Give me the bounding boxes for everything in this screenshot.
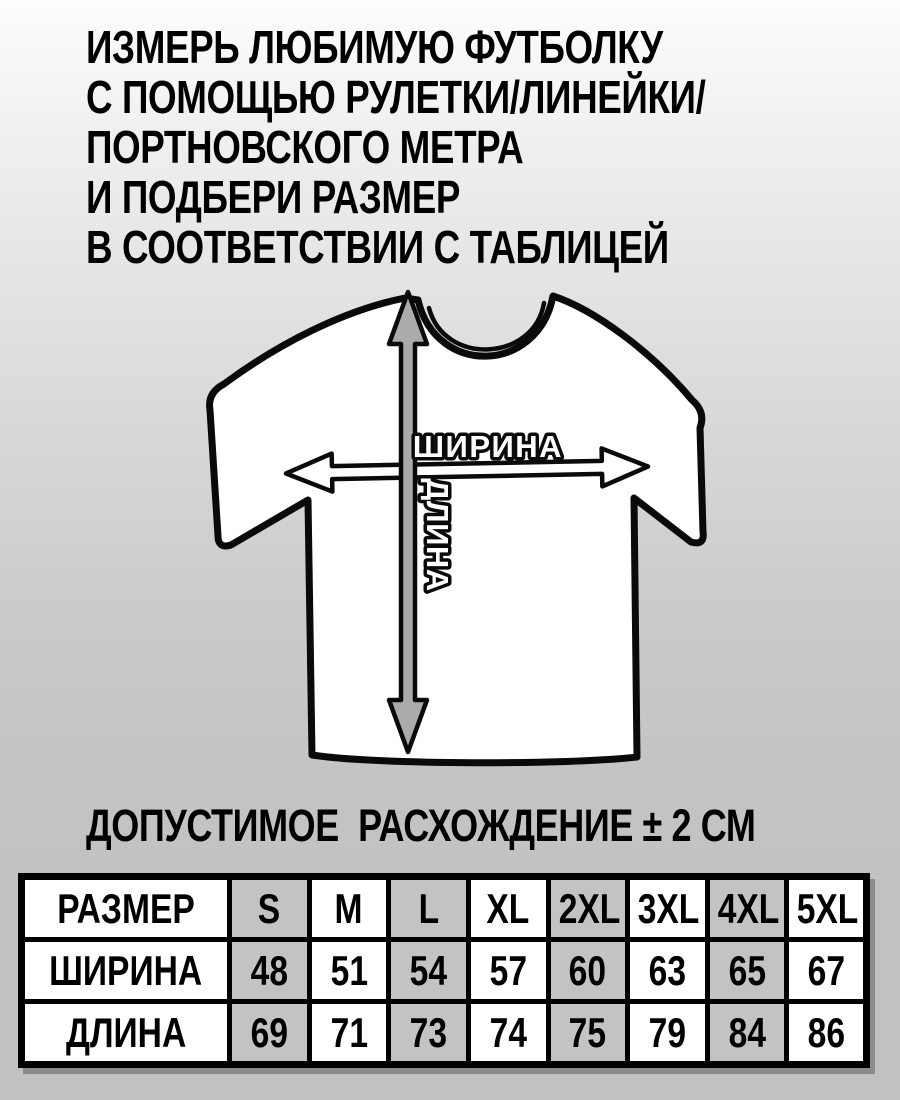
width-row-label <box>22 940 230 1002</box>
row-label-text: ДЛИНА <box>65 1008 187 1056</box>
cell-value-text: 74 <box>489 1008 527 1056</box>
length-value-3xl <box>628 1002 708 1065</box>
cell-value-text: 48 <box>250 946 288 994</box>
size-col-header-text: 2XL <box>558 884 620 932</box>
instruction-line: ИЗМЕРЬ ЛЮБИМУЮ ФУТБОЛКУ <box>86 21 663 73</box>
size-col-header-m <box>309 877 389 940</box>
length-value-m <box>309 1002 389 1065</box>
size-col-header-text: S <box>258 884 281 932</box>
cell-value-text: 71 <box>330 1008 368 1056</box>
width-value-s <box>230 940 310 1002</box>
length-value-4xl <box>707 1002 787 1065</box>
cell-value-text: 84 <box>728 1008 766 1056</box>
width-value-2xl <box>548 940 628 1002</box>
length-value-l <box>389 1002 469 1065</box>
size-col-header-l <box>389 877 469 940</box>
instruction-line: ПОРТНОВСКОГО МЕТРА <box>86 121 524 173</box>
size-table <box>18 873 870 1068</box>
width-row <box>22 940 867 1002</box>
cell-value-text: 79 <box>648 1008 687 1056</box>
size-col-header-2xl <box>548 877 628 940</box>
width-arrow-label: ШИРИНА <box>412 429 564 464</box>
cell-value-text: 51 <box>330 946 368 994</box>
row-label-text: ШИРИНА <box>49 946 203 994</box>
length-arrow-label: ДЛИНА <box>420 478 455 592</box>
cell-value-text: 69 <box>250 1008 288 1056</box>
length-value-5xl <box>787 1002 867 1065</box>
tolerance-note: ДОПУСТИМОЕ РАСХОЖДЕНИЕ ± 2 СМ <box>86 800 756 851</box>
size-col-header-3xl <box>628 877 708 940</box>
size-col-header-5xl <box>787 877 867 940</box>
width-value-4xl <box>707 940 787 1002</box>
cell-value-text: 75 <box>569 1008 607 1056</box>
instruction-line: И ПОДБЕРИ РАЗМЕР <box>86 171 460 223</box>
width-value-l <box>389 940 469 1002</box>
length-row <box>22 1002 867 1065</box>
size-col-header-text: 4XL <box>717 884 780 932</box>
size-col-header-text: L <box>418 884 439 932</box>
cell-value-text: 65 <box>728 946 766 994</box>
size-table-header-row <box>22 877 867 940</box>
width-value-xl <box>468 940 548 1002</box>
cell-value-text: 73 <box>409 1008 448 1056</box>
cell-value-text: 57 <box>489 946 527 994</box>
width-value-3xl <box>628 940 708 1002</box>
tshirt-outline-icon <box>210 296 704 763</box>
size-table-corner-label <box>22 877 230 940</box>
tshirt-measurement-diagram <box>140 282 760 782</box>
cell-value-text: 54 <box>409 946 448 994</box>
size-col-header-text: 3XL <box>637 884 700 932</box>
size-col-header-text: M <box>334 884 363 932</box>
size-col-header-s <box>230 877 310 940</box>
size-col-header-4xl <box>707 877 787 940</box>
instruction-line: В СООТВЕТСТВИИ С ТАБЛИЦЕЙ <box>86 221 669 273</box>
instruction-line: С ПОМОЩЬЮ РУЛЕТКИ/ЛИНЕЙКИ/ <box>86 71 706 123</box>
length-value-s <box>230 1002 310 1065</box>
length-row-label <box>22 1002 230 1065</box>
size-col-header-text: XL <box>486 884 530 932</box>
instructions-text <box>86 22 705 272</box>
cell-value-text: 63 <box>648 946 687 994</box>
cell-value-text: 60 <box>569 946 607 994</box>
length-value-2xl <box>548 1002 628 1065</box>
size-table-corner-text: РАЗМЕР <box>57 884 195 932</box>
width-value-m <box>309 940 389 1002</box>
size-col-header-xl <box>468 877 548 940</box>
width-value-5xl <box>787 940 867 1002</box>
cell-value-text: 67 <box>807 946 845 994</box>
cell-value-text: 86 <box>807 1008 845 1056</box>
size-col-header-text: 5XL <box>797 884 859 932</box>
length-value-xl <box>468 1002 548 1065</box>
